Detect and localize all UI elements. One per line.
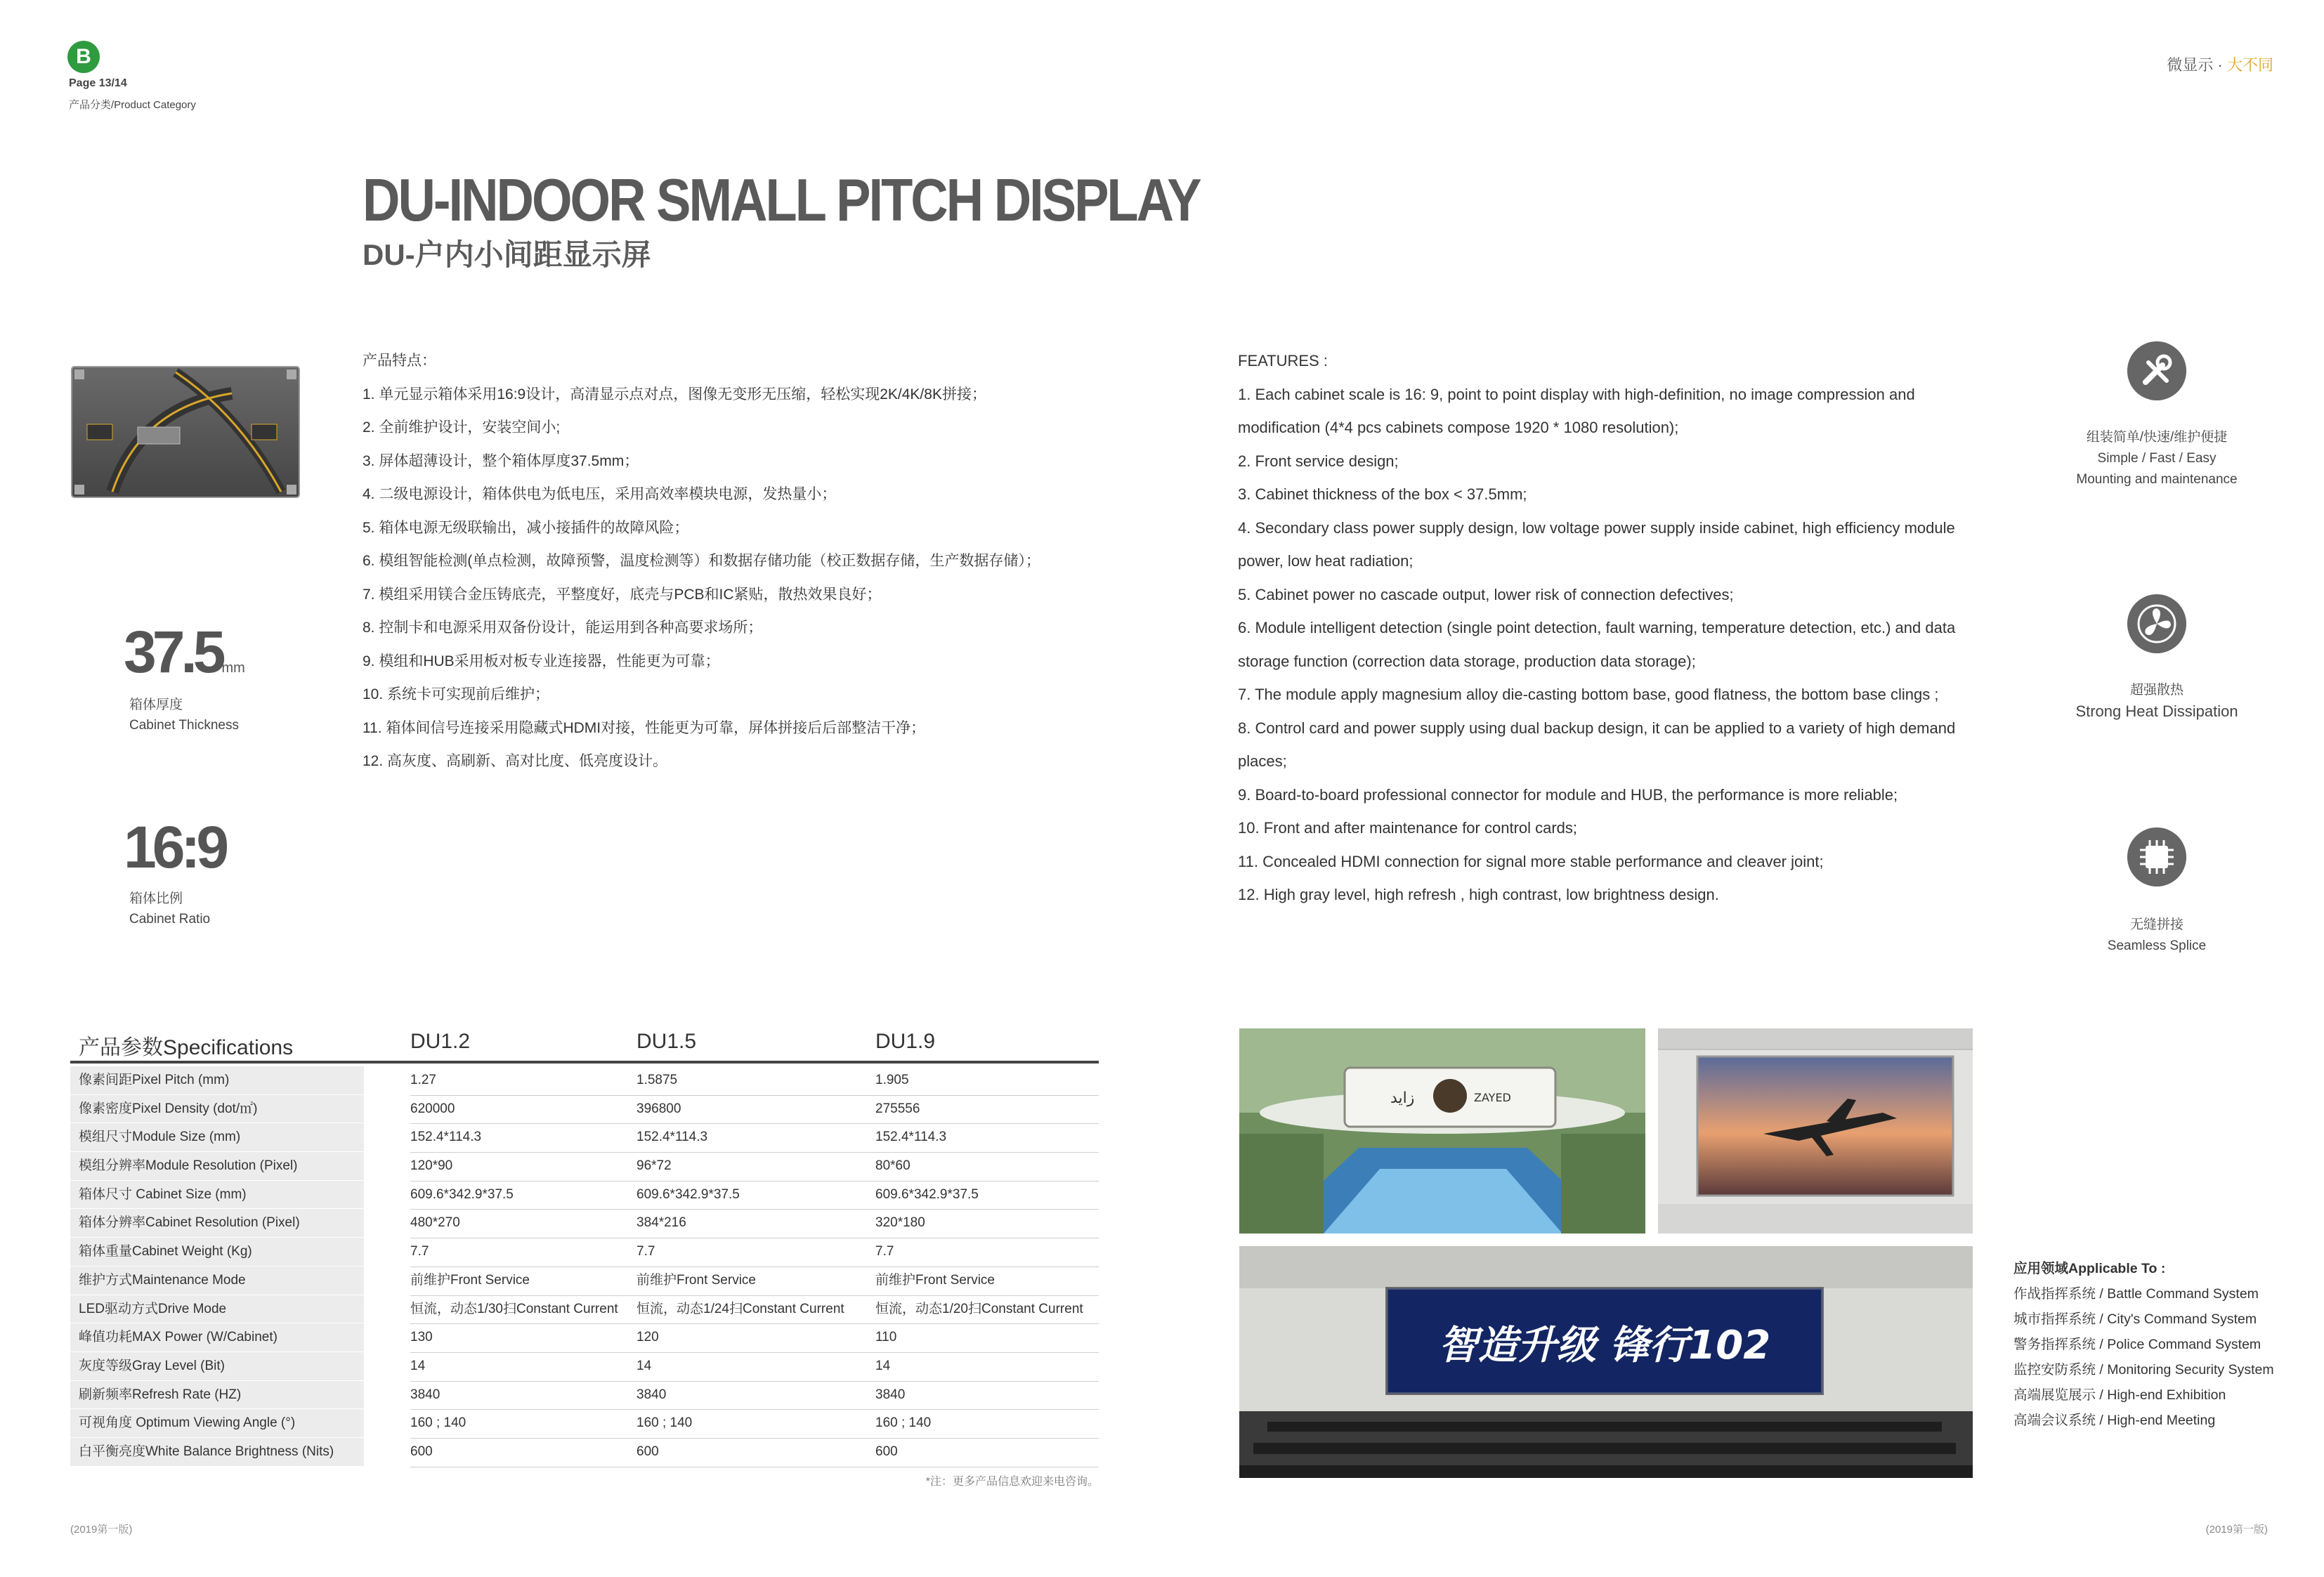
table-row <box>70 1267 1099 1295</box>
feature-en-item: 11. Concealed HDMI connection for signal more stable performance and cleaver joint; <box>1238 852 1824 870</box>
feature-cn-item: 8. 控制卡和电源采用双备份设计，能运用到各种高要求场所； <box>363 620 763 636</box>
spec-cell: 609.6*342.9*37.5 <box>410 1181 637 1210</box>
spec-cell: 152.4*114.3 <box>637 1123 875 1153</box>
studio-sign-latin: ZAYED <box>1474 1091 1511 1104</box>
spec-cell: 609.6*342.9*37.5 <box>875 1181 1099 1210</box>
spec-cell: 600 <box>875 1438 1099 1467</box>
table-row <box>70 1123 1099 1152</box>
feature-en-item: 8. Control card and power supply using dual backup design, it can be applied to a variety of high demand places; <box>1238 719 1956 770</box>
stat-thickness-value: 37.5 <box>124 619 222 685</box>
icon-label-en: Strong Heat Dissipation <box>2075 702 2238 720</box>
edition-right: (2019第一版) <box>2205 1524 2268 1536</box>
spec-cell: 96*72 <box>637 1152 875 1182</box>
table-row <box>70 1066 1099 1095</box>
feature-cn-item: 2. 全前维护设计，安装空间小; <box>363 419 561 436</box>
feature-en-item: 3. Cabinet thickness of the box < 37.5mm; <box>1238 485 1527 503</box>
feature-cn-item: 4. 二级电源设计，箱体供电为低电压，采用高效率模块电源，发热量小； <box>363 486 837 502</box>
stat-thickness-label-cn: 箱体厚度 <box>129 698 183 712</box>
spec-cell: 3840 <box>637 1381 875 1411</box>
icon-label-en: Mounting and maintenance <box>2076 472 2238 487</box>
icon-label-en: Simple / Fast / Easy <box>2097 451 2217 466</box>
brand-logo: B <box>67 41 100 73</box>
spec-cell: 609.6*342.9*37.5 <box>637 1181 875 1210</box>
stat-ratio-label-en: Cabinet Ratio <box>129 912 211 927</box>
icon-label-splice <box>2051 915 2262 957</box>
feature-en-item: 4. Secondary class power supply design, low voltage power supply inside cabinet, high efficiency module power, low heat radiation; <box>1238 518 1955 570</box>
spec-row-label: 模组尺寸Module Size (mm) <box>70 1123 364 1152</box>
applicable-item: 高端展览展示 / High-end Exhibition <box>2013 1387 2226 1403</box>
spec-cell: 1.27 <box>410 1066 637 1096</box>
spec-cell: 130 <box>410 1323 637 1353</box>
spec-cell: 80*60 <box>875 1152 1099 1182</box>
spec-cell: 600 <box>410 1438 637 1467</box>
spec-row-label: 刷新频率Refresh Rate (HZ) <box>70 1381 364 1410</box>
feature-en-item: 7. The module apply magnesium alloy die-casting bottom base, good flatness, the bottom base clings ; <box>1238 686 1939 703</box>
applicable-heading: 应用领域Applicable To : <box>2013 1261 2166 1276</box>
features-cn <box>363 344 1093 778</box>
icon-label-en: Seamless Splice <box>2107 938 2207 953</box>
spec-table-header <box>70 1024 1099 1064</box>
spec-cell: 14 <box>875 1352 1099 1382</box>
feature-cn-item: 5. 箱体电源无级联输出，减小接插件的故障风险； <box>363 519 689 536</box>
spec-cell: 1.5875 <box>637 1066 875 1096</box>
spec-cell: 384*216 <box>637 1209 875 1238</box>
photo-control-room <box>1239 1246 1973 1478</box>
applicable-item: 监控安防系统 / Monitoring Security System <box>2013 1362 2274 1378</box>
icon-label-cn: 组装简单/快速/维护便捷 <box>2086 430 2228 445</box>
spec-cell: 7.7 <box>875 1238 1099 1267</box>
spec-row-label: 箱体重量Cabinet Weight (Kg) <box>70 1238 364 1267</box>
spec-cell: 前维护Front Service <box>637 1267 875 1296</box>
spec-cell: 275556 <box>875 1095 1099 1125</box>
stat-thickness-label-en: Cabinet Thickness <box>129 718 239 733</box>
spec-row-label: 箱体分辨率Cabinet Resolution (Pixel) <box>70 1209 364 1238</box>
spec-table <box>70 1024 1099 1488</box>
table-row <box>70 1152 1099 1181</box>
spec-cell: 7.7 <box>637 1238 875 1267</box>
slogan <box>2167 53 2273 75</box>
tools-icon <box>2127 341 2186 400</box>
page-category: 产品分类/Product Category <box>69 99 196 111</box>
spec-cell: 前维护Front Service <box>875 1267 1099 1296</box>
spec-cell: 3840 <box>875 1381 1099 1411</box>
spec-cell: 396800 <box>637 1095 875 1125</box>
studio-sign-arabic: زايد <box>1390 1089 1415 1107</box>
table-row <box>70 1409 1099 1438</box>
stat-ratio-value: 16:9 <box>124 814 226 880</box>
spec-cell: 前维护Front Service <box>410 1267 637 1296</box>
spec-cell: 1.905 <box>875 1066 1099 1096</box>
icon-label-cn: 超强散热 <box>2129 683 2183 698</box>
spec-row-label: 白平衡亮度White Balance Brightness (Nits) <box>70 1438 364 1467</box>
feature-cn-item: 7. 模组采用镁合金压铸底壳，平整度好，底壳与PCB和IC紧贴，散热效果良好； <box>363 586 882 603</box>
slogan-main: 微显示 · <box>2167 56 2227 74</box>
spec-model-1: DU1.2 <box>410 1030 471 1053</box>
page-subtitle: DU-户内小间距显示屏 <box>363 238 651 271</box>
fan-icon <box>2127 594 2186 653</box>
spec-cell: 160 ; 140 <box>410 1409 637 1439</box>
table-row <box>70 1381 1099 1410</box>
feature-cn-item: 11. 箱体间信号连接采用隐藏式HDMI对接，性能更为可靠，屏体拼接后后部整洁干净； <box>363 719 926 736</box>
spec-cell: 320*180 <box>875 1209 1099 1238</box>
spec-cell: 恒流，动态1/24扫Constant Current <box>637 1295 875 1325</box>
spec-model-3: DU1.9 <box>875 1030 936 1053</box>
feature-en-item: 5. Cabinet power no cascade output, lower risk of connection defectives; <box>1238 585 1734 603</box>
icon-label-maintenance <box>2051 427 2262 490</box>
spec-cell: 620000 <box>410 1095 637 1125</box>
wall-slogan: 智造升级 锋行102 <box>1438 1323 1771 1368</box>
stat-ratio-label-cn: 箱体比例 <box>129 891 183 906</box>
table-row <box>70 1438 1099 1467</box>
feature-en-item: 9. Board-to-board professional connector for module and HUB, the performance is more reliable; <box>1238 785 1898 804</box>
feature-en-item: 6. Module intelligent detection (single point detection, fault warning, temperature detection, etc.) and data storage function (correction data storage, production data storage); <box>1238 619 1956 670</box>
feature-cn-item: 6. 模组智能检测(单点检测，故障预警，温度检测等）和数据存储功能（校正数据存储，生产数据存储）； <box>363 553 1040 569</box>
spec-row-label: 峰值功耗MAX Power (W/Cabinet) <box>70 1323 364 1352</box>
spec-cell: 7.7 <box>410 1238 637 1267</box>
feature-en-item: 1. Each cabinet scale is 16: 9, point to point display with high-definition, no image compression and modification (4*4 pcs cabinets compose 1920 * 1080 resolution); <box>1238 385 1915 436</box>
page-title: DU-INDOOR SMALL PITCH DISPLAY <box>363 166 1200 234</box>
photo-airplane-screen <box>1658 1028 1973 1234</box>
spec-row-label: 维护方式Maintenance Mode <box>70 1267 364 1295</box>
applicable-item: 城市指挥系统 / City's Command System <box>2013 1311 2257 1327</box>
spec-cell: 120 <box>637 1323 875 1353</box>
spec-model-2: DU1.5 <box>637 1030 697 1053</box>
table-row <box>70 1095 1099 1124</box>
spec-cell: 110 <box>875 1323 1099 1353</box>
spec-cell: 152.4*114.3 <box>410 1123 637 1153</box>
slogan-highlight: 大不同 <box>2226 56 2273 74</box>
feature-en-item: 12. High gray level, high refresh , high contrast, low brightness design. <box>1238 886 1719 903</box>
feature-cn-item: 12. 高灰度、高刷新、高对比度、低亮度设计。 <box>363 753 668 769</box>
stat-thickness <box>124 618 245 686</box>
feature-cn-item: 10. 系统卡可实现前后维护； <box>363 686 550 702</box>
features-en-heading: FEATURES : <box>1238 352 1328 369</box>
features-cn-heading: 产品特点： <box>363 353 436 369</box>
features-en <box>1238 344 1983 912</box>
spec-cell: 14 <box>410 1352 637 1382</box>
spec-row-label: 像素密度Pixel Density (dot/㎡) <box>70 1095 364 1124</box>
table-row <box>70 1352 1099 1381</box>
spec-cell: 480*270 <box>410 1209 637 1238</box>
applicable-item: 高端会议系统 / High-end Meeting <box>2013 1413 2216 1428</box>
spec-row-label: 灰度等级Gray Level (Bit) <box>70 1352 364 1381</box>
applicable-item: 作战指挥系统 / Battle Command System <box>2013 1286 2259 1302</box>
spec-cell: 3840 <box>410 1381 637 1411</box>
spec-cell: 14 <box>637 1352 875 1382</box>
spec-cell: 恒流，动态1/30扫Constant Current <box>410 1295 637 1325</box>
spec-row-label: 模组分辨率Module Resolution (Pixel) <box>70 1152 364 1181</box>
feature-cn-item: 3. 屏体超薄设计，整个箱体厚度37.5mm； <box>363 452 639 469</box>
stat-thickness-unit: mm <box>221 660 245 676</box>
spec-cell: 160 ; 140 <box>637 1409 875 1439</box>
spec-table-body <box>70 1066 1099 1467</box>
spec-row-label: 可视角度 Optimum Viewing Angle (°) <box>70 1409 364 1438</box>
table-row <box>70 1323 1099 1352</box>
applicable-item: 警务指挥系统 / Police Command System <box>2013 1337 2261 1352</box>
icon-label-heat <box>2051 680 2262 722</box>
spec-row-label: 箱体尺寸 Cabinet Size (mm) <box>70 1181 364 1210</box>
cabinet-product-image <box>70 365 301 499</box>
table-row <box>70 1209 1099 1238</box>
spec-row-label: 像素间距Pixel Pitch (mm) <box>70 1066 364 1095</box>
spec-row-label: LED驱动方式Drive Mode <box>70 1295 364 1324</box>
spec-cell: 160 ; 140 <box>875 1409 1099 1439</box>
spec-cell: 152.4*114.3 <box>875 1123 1099 1153</box>
spec-cell: 600 <box>637 1438 875 1467</box>
spec-title: 产品参数Specifications <box>79 1036 294 1059</box>
table-row <box>70 1295 1099 1324</box>
spec-cell: 120*90 <box>410 1152 637 1182</box>
applicable-list <box>2013 1256 2274 1433</box>
page-number: Page 13/14 <box>69 77 127 89</box>
icon-label-cn: 无缝拼接 <box>2129 917 2183 932</box>
feature-en-item: 2. Front service design; <box>1238 452 1399 470</box>
stat-ratio <box>124 813 225 882</box>
photo-tv-studio <box>1239 1028 1645 1234</box>
feature-cn-item: 1. 单元显示箱体采用16:9设计，高清显示点对点，图像无变形无压缩，轻松实现2K/4K/8K拼接； <box>363 386 986 403</box>
spec-note: *注：更多产品信息欢迎来电咨询。 <box>925 1475 1099 1488</box>
table-row <box>70 1238 1099 1267</box>
chip-icon <box>2127 827 2186 886</box>
feature-cn-item: 9. 模组和HUB采用板对板专业连接器，性能更为可靠； <box>363 653 720 669</box>
spec-cell: 恒流，动态1/20扫Constant Current <box>875 1295 1099 1325</box>
feature-en-item: 10. Front and after maintenance for control cards; <box>1238 819 1578 837</box>
table-row <box>70 1181 1099 1210</box>
edition-left: (2019第一版) <box>70 1524 133 1536</box>
